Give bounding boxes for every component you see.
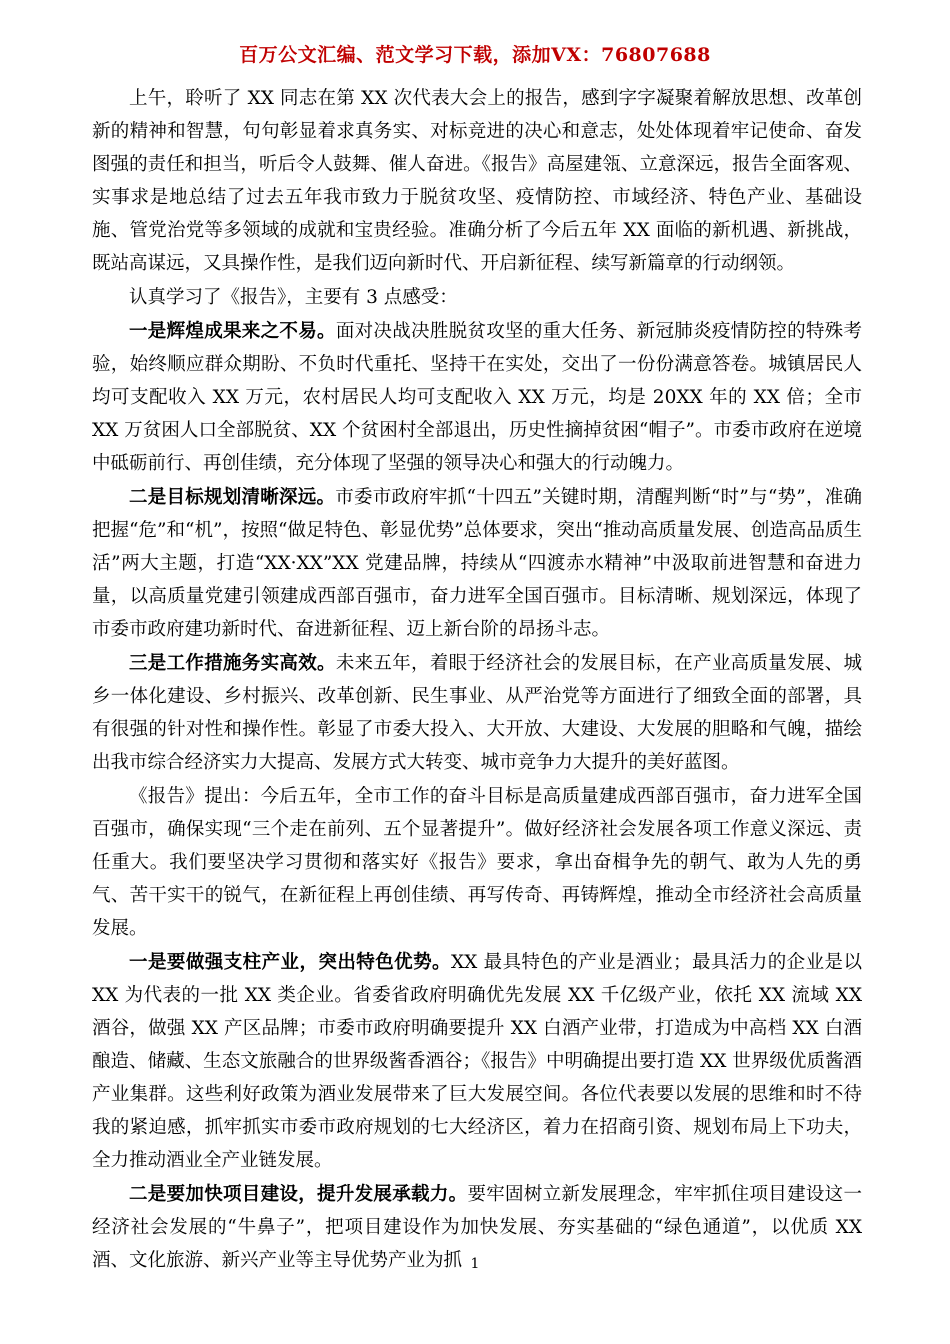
paragraph [92,315,862,480]
paragraph [92,647,862,779]
paragraph [92,281,862,314]
paragraph-text: 面对决战决胜脱贫攻坚的重大任务、新冠肺炎疫情防控的特殊考验，始终顺应群众期盼、不负时代重托、坚持干在实处，交出了一份份满意答卷。城镇居民人均可支配收入 XX 万元，农村居民人均可支配收入 XX 万元，均是 20XX 年的 XX 倍；全市 XX 万贫困人口全部脱贫、XX 个贫困村全部退出，历史性摘掉贫困“帽子”。市委市政府在逆境中砥砺前行、再创佳绩，充分体现了坚强的领导决心和强大的行动魄力。 [92,321,862,474]
paragraph-lead: 二是目标规划清晰深远。 [129,487,336,508]
document-body [92,82,862,1278]
paragraph [92,481,862,646]
paragraph-text: 《报告》提出：今后五年，全市工作的奋斗目标是高质量建成西部百强市，奋力进军全国百强市，确保实现“三个走在前列、五个显著提升”。做好经济社会发展各项工作意义深远、责任重大。我们要坚决学习贯彻和落实好《报告》要求，拿出奋楫争先的朝气、敢为人先的勇气、苦干实干的锐气，在新征程上再创佳绩、再写传奇、再铸辉煌，推动全市经济社会高质量发展。 [92,786,862,939]
promo-banner: 百万公文汇编、范文学习下载，添加VX：76807688 [239,44,711,66]
paragraph-lead: 二是要加快项目建设，提升发展承载力。 [129,1184,468,1205]
paragraph [92,946,862,1177]
paragraph-text: 要牢固树立新发展理念，牢牢抓住项目建设这一经济社会发展的“牛鼻子”，把项目建设作为加快发展、夯实基础的“绿色通道”，以优质 XX 酒、文化旅游、新兴产业等主导优势产业为抓 [92,1184,862,1271]
paragraph [92,780,862,945]
paragraph [92,82,862,280]
paragraph-lead: 三是工作措施务实高效。 [129,653,336,674]
paragraph-lead: 一是要做强支柱产业，突出特色优势。 [129,952,451,973]
paragraph-text: 未来五年，着眼于经济社会的发展目标，在产业高质量发展、城乡一体化建设、乡村振兴、改革创新、民生事业、从严治党等方面进行了细致全面的部署，具有很强的针对性和操作性。彰显了市委大投入、大开放、大建设、大发展的胆略和气魄，描绘出我市综合经济实力大提高、发展方式大转变、城市竞争力大提升的美好蓝图。 [92,653,862,773]
paragraph-text: XX 最具特色的产业是酒业；最具活力的企业是以 XX 为代表的一批 XX 类企业。省委省政府明确优先发展 XX 千亿级产业，依托 XX 流域 XX 酒谷，做强 XX 产区品牌；市委市政府明确要提升 XX 白酒产业带，打造成为中高档 XX 白酒酿造、储藏、生态文旅融合的世界级酱香酒谷；《报告》中明确提出要打造 XX 世界级优质酱酒产业集群。这些利好政策为酒业发展带来了巨大发展空间。各位代表要以发展的思维和时不待我的紧迫感，抓牢抓实市委市政府规划的七大经济区，着力在招商引资、规划布局上下功夫，全力推动酒业全产业链发展。 [92,952,862,1171]
page-number: 1 [470,1256,480,1272]
paragraph-lead: 一是辉煌成果来之不易。 [129,321,336,342]
paragraph-text: 市委市政府牢抓“十四五”关键时期，清醒判断“时”与“势”，准确把握“危”和“机”，按照“做足特色、彰显优势”总体要求，突出“推动高质量发展、创造高品质生活”两大主题，打造“XX·XX”XX 党建品牌，持续从“四渡赤水精神”中汲取前进智慧和奋进力量，以高质量党建引领建成西部百强市，奋力进军全国百强市。目标清晰、规划深远，体现了市委市政府建功新时代、奋进新征程、迈上新台阶的昂扬斗志。 [92,487,862,640]
paragraph-text: 上午，聆听了 XX 同志在第 XX 次代表大会上的报告，感到字字凝聚着解放思想、改革创新的精神和智慧，句句彰显着求真务实、对标竞进的决心和意志，处处体现着牢记使命、奋发图强的责任和担当，听后令人鼓舞、催人奋进。《报告》高屋建瓴、立意深远，报告全面客观、实事求是地总结了过去五年我市致力于脱贫攻坚、疫情防控、市域经济、特色产业、基础设施、管党治党等多领域的成就和宝贵经验。准确分析了今后五年 XX 面临的新机遇、新挑战，既站高谋远，又具操作性，是我们迈向新时代、开启新征程、续写新篇章的行动纲领。 [92,88,862,274]
paragraph-text: 认真学习了《报告》，主要有 3 点感受： [129,287,458,308]
